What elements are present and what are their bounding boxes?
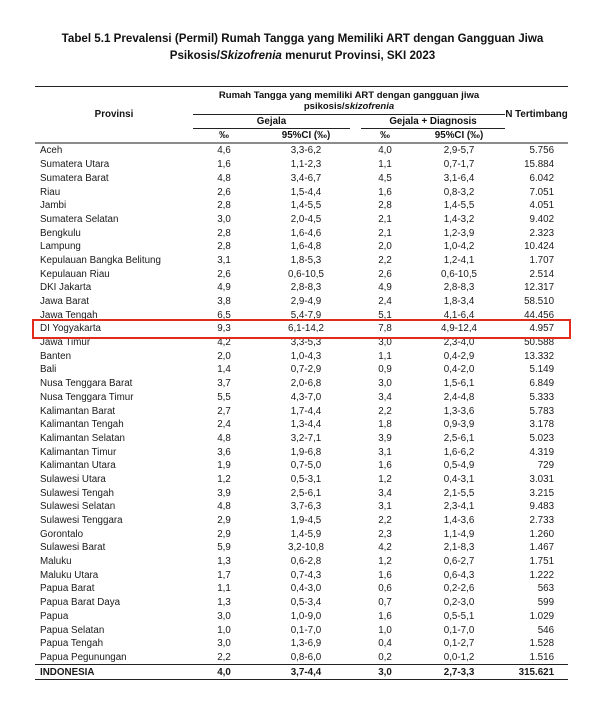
cell-gejala-diagnosis-ci: 1,4-5,5 (443, 200, 475, 212)
cell-provinsi: Riau (40, 186, 61, 198)
cell-gejala-permil: 3,7 (217, 378, 231, 390)
cell-provinsi: Maluku Utara (40, 569, 99, 581)
cell-gejala-diagnosis-ci: 1,1-4,9 (443, 528, 475, 540)
cell-gejala-diagnosis-permil: 1,6 (378, 460, 392, 472)
cell-n-tertimbang: 1.707 (529, 254, 555, 266)
cell-gejala-permil: 1,1 (217, 583, 231, 595)
cell-n-tertimbang: 5.023 (529, 432, 555, 444)
cell-n-tertimbang: 1.528 (529, 638, 555, 650)
cell-gejala-permil: 3,9 (217, 487, 231, 499)
cell-gejala-permil: 4,8 (217, 432, 231, 444)
cell-gejala-ci: 0,1-7,0 (290, 624, 322, 636)
table-row (35, 268, 568, 282)
cell-gejala-ci: 1,1-2,3 (290, 159, 322, 171)
cell-gejala-permil: 6,5 (217, 309, 231, 321)
cell-n-tertimbang: 1.516 (529, 651, 555, 663)
cell-n-tertimbang: 4.051 (529, 200, 555, 212)
cell-gejala-diagnosis-ci: 0,5-4,9 (443, 460, 475, 472)
column-header-provinsi: Provinsi (35, 86, 193, 143)
cell-provinsi: Kepulauan Riau (40, 268, 110, 280)
column-header-permil-gejala: ‰ (193, 129, 255, 143)
cell-gejala-ci: 3,2-7,1 (290, 432, 322, 444)
cell-gejala-diagnosis-permil: 0,2 (378, 651, 392, 663)
cell-gejala-ci: 3,4-6,7 (290, 172, 322, 184)
cell-gejala-permil: 2,7 (217, 405, 231, 417)
cell-gejala-ci: 4,3-7,0 (290, 391, 322, 403)
table-title (0, 0, 605, 65)
cell-provinsi: Kalimantan Timur (40, 446, 117, 458)
cell-gejala-diagnosis-ci: 1,4-3,2 (443, 213, 475, 225)
cell-gejala-ci: 0,4-3,0 (290, 583, 322, 595)
cell-n-tertimbang: 3.178 (529, 419, 555, 431)
table-row (35, 281, 568, 295)
cell-gejala-permil: 1,3 (217, 597, 231, 609)
cell-provinsi: Papua Barat (40, 583, 95, 595)
cell-n-tertimbang: 44.456 (524, 309, 555, 321)
cell-n-tertimbang: 2.514 (529, 268, 555, 280)
cell-n-tertimbang: 4.957 (529, 323, 555, 335)
cell-gejala-diagnosis-permil: 3,0 (378, 378, 392, 390)
cell-gejala-permil: 3,0 (217, 213, 231, 225)
cell-provinsi: Banten (40, 350, 72, 362)
cell-gejala-permil: 2,9 (217, 528, 231, 540)
table-row (35, 651, 568, 665)
cell-n-tertimbang: 5.149 (529, 364, 555, 376)
cell-gejala-ci: 3,7-4,4 (255, 665, 357, 680)
cell-gejala-diagnosis-permil: 2,6 (378, 268, 392, 280)
cell-gejala-diagnosis-ci: 0,9-3,9 (443, 419, 475, 431)
cell-gejala-diagnosis-permil: 1,2 (378, 473, 392, 485)
cell-gejala-permil: 5,5 (217, 391, 231, 403)
cell-provinsi: Gorontalo (40, 528, 84, 540)
cell-gejala-diagnosis-permil: 1,6 (378, 610, 392, 622)
cell-n-tertimbang: 546 (537, 624, 555, 636)
cell-gejala-diagnosis-permil: 2,1 (378, 213, 392, 225)
cell-gejala-diagnosis-permil: 1,6 (378, 569, 392, 581)
table-row (35, 199, 568, 213)
cell-gejala-diagnosis-permil: 4,9 (378, 282, 392, 294)
cell-gejala-ci: 2,5-6,1 (290, 487, 322, 499)
cell-gejala-diagnosis-ci: 2,9-5,7 (443, 145, 475, 157)
table-row (35, 254, 568, 268)
cell-gejala-ci: 6,1-14,2 (288, 323, 324, 335)
cell-provinsi: Aceh (40, 145, 63, 157)
cell-provinsi: Jawa Timur (40, 337, 91, 349)
cell-gejala-permil: 3,1 (217, 254, 231, 266)
cell-gejala-diagnosis-permil: 4,0 (378, 145, 392, 157)
cell-gejala-diagnosis-ci: 3,1-6,4 (443, 172, 475, 184)
table-row (35, 143, 568, 158)
cell-n-tertimbang: 58.510 (524, 296, 555, 307)
table-row (35, 432, 568, 446)
column-header-gejala: Gejala (193, 115, 357, 130)
cell-gejala-ci: 0,7-4,3 (290, 569, 322, 581)
cell-n-tertimbang: 563 (537, 583, 555, 595)
table-row (35, 487, 568, 501)
cell-gejala-permil: 2,2 (217, 651, 231, 663)
cell-gejala-diagnosis-permil: 1,1 (378, 159, 392, 171)
cell-provinsi: Sulawesi Utara (40, 473, 106, 485)
cell-gejala-diagnosis-permil: 3,4 (378, 391, 392, 403)
cell-n-tertimbang: 729 (537, 460, 555, 472)
cell-gejala-ci: 1,3-6,9 (290, 638, 322, 650)
table-row (35, 610, 568, 624)
cell-n-tertimbang: 5.756 (529, 145, 555, 157)
cell-gejala-permil: 4,8 (217, 501, 231, 513)
cell-gejala-ci: 2,9-4,9 (290, 296, 322, 307)
cell-gejala-ci: 1,9-6,8 (290, 446, 322, 458)
cell-gejala-diagnosis-permil: 2,0 (378, 241, 392, 253)
table-row (35, 363, 568, 377)
cell-gejala-diagnosis-ci: 1,2-3,9 (443, 227, 475, 239)
column-header-n-tertimbang: N Tertimbang (505, 86, 568, 143)
cell-provinsi: Bengkulu (40, 227, 81, 239)
cell-gejala-diagnosis-ci: 0,7-1,7 (443, 159, 475, 171)
cell-gejala-diagnosis-ci: 4,9-12,4 (441, 323, 477, 335)
cell-n-tertimbang: 1.029 (529, 610, 555, 622)
cell-gejala-ci: 1,0-9,0 (290, 610, 322, 622)
cell-provinsi: Jambi (40, 200, 67, 212)
cell-gejala-ci: 1,5-4,4 (290, 186, 322, 198)
cell-gejala-diagnosis-ci: 0,4-2,9 (443, 350, 475, 362)
table-row (35, 404, 568, 418)
cell-gejala-diagnosis-permil: 3,1 (378, 501, 392, 513)
table-row (35, 473, 568, 487)
table-row (35, 350, 568, 364)
cell-n-tertimbang: 9.402 (529, 213, 555, 225)
cell-provinsi: Kalimantan Tengah (40, 419, 124, 431)
cell-gejala-diagnosis-ci: 1,2-4,1 (443, 254, 475, 266)
cell-n-tertimbang: 13.332 (524, 350, 555, 362)
cell-gejala-permil: 2,6 (217, 186, 231, 198)
table-row (35, 336, 568, 350)
cell-gejala-diagnosis-ci: 0,2-2,6 (443, 583, 475, 595)
cell-gejala-diagnosis-ci: 0,6-2,7 (443, 556, 475, 568)
cell-gejala-ci: 1,0-4,3 (290, 350, 322, 362)
cell-gejala-diagnosis-permil: 1,6 (378, 186, 392, 198)
cell-gejala-permil: 3,8 (217, 296, 231, 307)
table-row (35, 623, 568, 637)
cell-gejala-diagnosis-permil: 0,7 (378, 597, 392, 609)
cell-gejala-diagnosis-ci: 0,1-2,7 (443, 638, 475, 650)
cell-gejala-diagnosis-permil: 1,2 (378, 556, 392, 568)
cell-n-tertimbang: 50.588 (524, 337, 555, 349)
cell-gejala-diagnosis-permil: 3,4 (378, 487, 392, 499)
cell-gejala-ci: 1,8-5,3 (290, 254, 322, 266)
cell-provinsi: Sulawesi Tengah (40, 487, 114, 499)
cell-provinsi: Kalimantan Utara (40, 460, 116, 472)
cell-gejala-permil: 1,0 (217, 624, 231, 636)
cell-gejala-ci: 2,8-8,3 (290, 282, 322, 294)
cell-gejala-diagnosis-permil: 3,9 (378, 432, 392, 444)
cell-gejala-ci: 3,3-5,3 (290, 337, 322, 349)
table-row (35, 377, 568, 391)
cell-gejala-diagnosis-permil: 1,1 (378, 350, 392, 362)
column-header-gejala-diagnosis: Gejala + Diagnosis (357, 115, 505, 130)
cell-provinsi: Papua Barat Daya (40, 597, 121, 609)
cell-provinsi: Sulawesi Selatan (40, 501, 116, 513)
cell-gejala-diagnosis-ci: 1,6-6,2 (443, 446, 475, 458)
cell-gejala-diagnosis-permil: 4,5 (378, 172, 392, 184)
cell-provinsi: Maluku (40, 556, 72, 568)
cell-n-tertimbang: 12.317 (524, 282, 555, 294)
cell-gejala-ci: 0,5-3,4 (290, 597, 322, 609)
cell-n-tertimbang: 15.884 (524, 159, 555, 171)
column-group-header: Rumah Tangga yang memiliki ART dengan gangguan jiwa psikosis/skizofrenia (193, 86, 505, 115)
cell-gejala-ci: 2,0-4,5 (290, 213, 322, 225)
cell-gejala-diagnosis-permil: 2,2 (378, 405, 392, 417)
cell-n-tertimbang: 3.031 (529, 473, 555, 485)
cell-provinsi: Lampung (40, 241, 81, 253)
cell-gejala-diagnosis-ci: 0,6-10,5 (441, 268, 477, 280)
cell-gejala-permil: 9,3 (217, 323, 231, 335)
cell-n-tertimbang: 315.621 (505, 665, 568, 680)
cell-gejala-diagnosis-ci: 2,7-3,3 (413, 665, 505, 680)
cell-gejala-ci: 0,6-2,8 (290, 556, 322, 568)
cell-provinsi: Sumatera Barat (40, 172, 109, 184)
cell-n-tertimbang: 599 (537, 597, 555, 609)
table-row-highlighted (35, 322, 568, 336)
cell-gejala-diagnosis-ci: 1,8-3,4 (443, 296, 475, 307)
cell-provinsi: Kalimantan Barat (40, 405, 116, 417)
table-title-line1: Tabel 5.1 Prevalensi (Permil) Rumah Tangga yang Memiliki ART dengan Gangguan Jiwa (61, 32, 544, 45)
table-row (35, 172, 568, 186)
cell-gejala-diagnosis-ci: 2,1-5,5 (443, 487, 475, 499)
cell-gejala-permil: 2,4 (217, 419, 231, 431)
cell-gejala-diagnosis-permil: 2,1 (378, 227, 392, 239)
column-header-permil-gejala-diagnosis: ‰ (357, 129, 413, 143)
cell-n-tertimbang: 4.319 (529, 446, 555, 458)
column-header-ci-gejala: 95%CI (‰) (255, 129, 357, 143)
cell-gejala-diagnosis-ci: 0,2-3,0 (443, 597, 475, 609)
cell-gejala-permil: 4,6 (217, 145, 231, 157)
cell-gejala-diagnosis-ci: 0,4-2,0 (443, 364, 475, 376)
cell-gejala-diagnosis-permil: 2,2 (378, 515, 392, 526)
cell-provinsi: Nusa Tenggara Barat (40, 378, 133, 390)
cell-provinsi: INDONESIA (35, 665, 193, 680)
cell-gejala-permil: 1,7 (217, 569, 231, 581)
table-row (35, 569, 568, 583)
cell-gejala-ci: 1,6-4,8 (290, 241, 322, 253)
cell-gejala-diagnosis-permil: 4,2 (378, 542, 392, 554)
cell-gejala-diagnosis-permil: 5,1 (378, 309, 392, 321)
cell-gejala-permil: 2,8 (217, 200, 231, 212)
cell-n-tertimbang: 1.222 (529, 569, 555, 581)
cell-gejala-permil: 4,8 (217, 172, 231, 184)
cell-n-tertimbang: 5.333 (529, 391, 555, 403)
cell-gejala-diagnosis-permil: 3,0 (378, 337, 392, 349)
cell-gejala-diagnosis-ci: 0,4-3,1 (443, 473, 475, 485)
table-row (35, 213, 568, 227)
cell-provinsi: DI Yogyakarta (40, 323, 102, 335)
table-row (35, 596, 568, 610)
cell-gejala-diagnosis-permil: 0,6 (378, 583, 392, 595)
cell-gejala-permil: 1,2 (217, 473, 231, 485)
table-row (35, 418, 568, 432)
cell-n-tertimbang: 6.849 (529, 378, 555, 390)
table-row (35, 514, 568, 528)
cell-gejala-ci: 1,6-4,6 (290, 227, 322, 239)
table-row (35, 445, 568, 459)
cell-provinsi: Kalimantan Selatan (40, 432, 125, 444)
cell-gejala-ci: 0,7-2,9 (290, 364, 322, 376)
table-row-total (35, 665, 568, 680)
table-row (35, 309, 568, 323)
cell-n-tertimbang: 2.733 (529, 515, 555, 526)
cell-gejala-ci: 3,3-6,2 (290, 145, 322, 157)
table-header (35, 86, 568, 143)
cell-gejala-diagnosis-permil: 1,0 (378, 624, 392, 636)
cell-gejala-diagnosis-permil: 7,8 (378, 323, 392, 335)
cell-gejala-diagnosis-ci: 0,5-5,1 (443, 610, 475, 622)
cell-n-tertimbang: 5.783 (529, 405, 555, 417)
cell-gejala-diagnosis-permil: 2,2 (378, 254, 392, 266)
cell-gejala-diagnosis-ci: 1,0-4,2 (443, 241, 475, 253)
cell-gejala-diagnosis-ci: 2,3-4,0 (443, 337, 475, 349)
cell-gejala-diagnosis-ci: 0,1-7,0 (443, 624, 475, 636)
cell-n-tertimbang: 1.467 (529, 542, 555, 554)
table-row (35, 158, 568, 172)
cell-provinsi: Papua (40, 610, 69, 622)
cell-gejala-permil: 2,6 (217, 268, 231, 280)
cell-gejala-diagnosis-ci: 4,1-6,4 (443, 309, 475, 321)
cell-gejala-ci: 1,4-5,5 (290, 200, 322, 212)
table-row (35, 459, 568, 473)
cell-n-tertimbang: 2.323 (529, 227, 555, 239)
cell-provinsi: Jawa Tengah (40, 309, 98, 321)
cell-provinsi: Jawa Barat (40, 296, 90, 307)
cell-n-tertimbang: 1.751 (529, 556, 555, 568)
cell-gejala-ci: 0,7-5,0 (290, 460, 322, 472)
cell-gejala-permil: 3,6 (217, 446, 231, 458)
cell-gejala-permil: 1,3 (217, 556, 231, 568)
prevalence-table (35, 86, 568, 681)
cell-gejala-permil: 4,9 (217, 282, 231, 294)
table-row (35, 528, 568, 542)
cell-gejala-diagnosis-ci: 2,8-8,3 (443, 282, 475, 294)
cell-provinsi: Papua Tengah (40, 638, 104, 650)
cell-gejala-permil: 4,0 (193, 665, 255, 680)
cell-provinsi: Papua Pegunungan (40, 651, 127, 663)
cell-provinsi: Sulawesi Barat (40, 542, 106, 554)
cell-gejala-diagnosis-ci: 1,5-6,1 (443, 378, 475, 390)
cell-n-tertimbang: 3.215 (529, 487, 555, 499)
cell-gejala-ci: 2,0-6,8 (290, 378, 322, 390)
cell-provinsi: Nusa Tenggara Timur (40, 391, 134, 403)
cell-gejala-diagnosis-ci: 0,0-1,2 (443, 651, 475, 663)
cell-n-tertimbang: 7.051 (529, 186, 555, 198)
cell-gejala-permil: 1,9 (217, 460, 231, 472)
cell-n-tertimbang: 6.042 (529, 172, 555, 184)
cell-gejala-diagnosis-permil: 3,1 (378, 446, 392, 458)
cell-provinsi: Papua Selatan (40, 624, 105, 636)
table-row (35, 555, 568, 569)
cell-gejala-diagnosis-permil: 2,3 (378, 528, 392, 540)
cell-gejala-permil: 2,8 (217, 227, 231, 239)
cell-gejala-permil: 2,8 (217, 241, 231, 253)
cell-gejala-diagnosis-permil: 2,4 (378, 296, 392, 307)
table-row (35, 240, 568, 254)
cell-gejala-diagnosis-ci: 1,3-3,6 (443, 405, 475, 417)
cell-provinsi: Sumatera Selatan (40, 213, 119, 225)
cell-gejala-diagnosis-ci: 2,4-4,8 (443, 391, 475, 403)
cell-n-tertimbang: 9.483 (529, 501, 555, 513)
cell-n-tertimbang: 10.424 (524, 241, 555, 253)
cell-n-tertimbang: 1.260 (529, 528, 555, 540)
cell-gejala-ci: 0,5-3,1 (290, 473, 322, 485)
cell-gejala-ci: 1,3-4,4 (290, 419, 322, 431)
cell-gejala-diagnosis-ci: 0,8-3,2 (443, 186, 475, 198)
cell-gejala-diagnosis-permil: 2,8 (378, 200, 392, 212)
table-row (35, 541, 568, 555)
cell-gejala-ci: 3,7-6,3 (290, 501, 322, 513)
table-row (35, 226, 568, 240)
cell-gejala-diagnosis-ci: 2,5-6,1 (443, 432, 475, 444)
cell-provinsi: DKI Jakarta (40, 282, 92, 294)
cell-gejala-diagnosis-permil: 1,8 (378, 419, 392, 431)
cell-gejala-diagnosis-permil: 0,4 (378, 638, 392, 650)
table-row (35, 500, 568, 514)
cell-gejala-ci: 3,2-10,8 (288, 542, 324, 554)
cell-gejala-permil: 5,9 (217, 542, 231, 554)
cell-gejala-permil: 3,0 (217, 638, 231, 650)
cell-gejala-permil: 2,0 (217, 350, 231, 362)
cell-gejala-permil: 4,2 (217, 337, 231, 349)
table-row (35, 295, 568, 309)
cell-gejala-diagnosis-permil: 3,0 (357, 665, 413, 680)
table-title-line2: Psikosis/Skizofrenia menurut Provinsi, SKI 2023 (169, 48, 436, 62)
cell-gejala-permil: 2,9 (217, 515, 231, 526)
cell-gejala-diagnosis-ci: 0,6-4,3 (443, 569, 475, 581)
cell-gejala-permil: 1,4 (217, 364, 231, 376)
table-row (35, 637, 568, 651)
cell-provinsi: Kepulauan Bangka Belitung (40, 254, 161, 266)
cell-provinsi: Sulawesi Tenggara (40, 515, 123, 526)
cell-gejala-ci: 5,4-7,9 (290, 309, 322, 321)
cell-gejala-permil: 3,0 (217, 610, 231, 622)
cell-gejala-diagnosis-ci: 2,1-8,3 (443, 542, 475, 554)
table-row (35, 391, 568, 405)
table-body (35, 143, 568, 680)
cell-gejala-ci: 0,6-10,5 (288, 268, 324, 280)
table-row (35, 185, 568, 199)
table-row (35, 582, 568, 596)
cell-gejala-diagnosis-ci: 2,3-4,1 (443, 501, 475, 513)
cell-gejala-ci: 1,4-5,9 (290, 528, 322, 540)
cell-gejala-ci: 1,9-4,5 (290, 515, 322, 526)
cell-gejala-ci: 1,7-4,4 (290, 405, 322, 417)
cell-gejala-diagnosis-permil: 0,9 (378, 364, 392, 376)
cell-gejala-diagnosis-ci: 1,4-3,6 (443, 515, 475, 526)
column-header-ci-gejala-diagnosis: 95%CI (‰) (413, 129, 505, 143)
cell-gejala-permil: 1,6 (217, 159, 231, 171)
cell-gejala-ci: 0,8-6,0 (290, 651, 322, 663)
cell-provinsi: Sumatera Utara (40, 159, 110, 171)
cell-provinsi: Bali (40, 364, 57, 376)
